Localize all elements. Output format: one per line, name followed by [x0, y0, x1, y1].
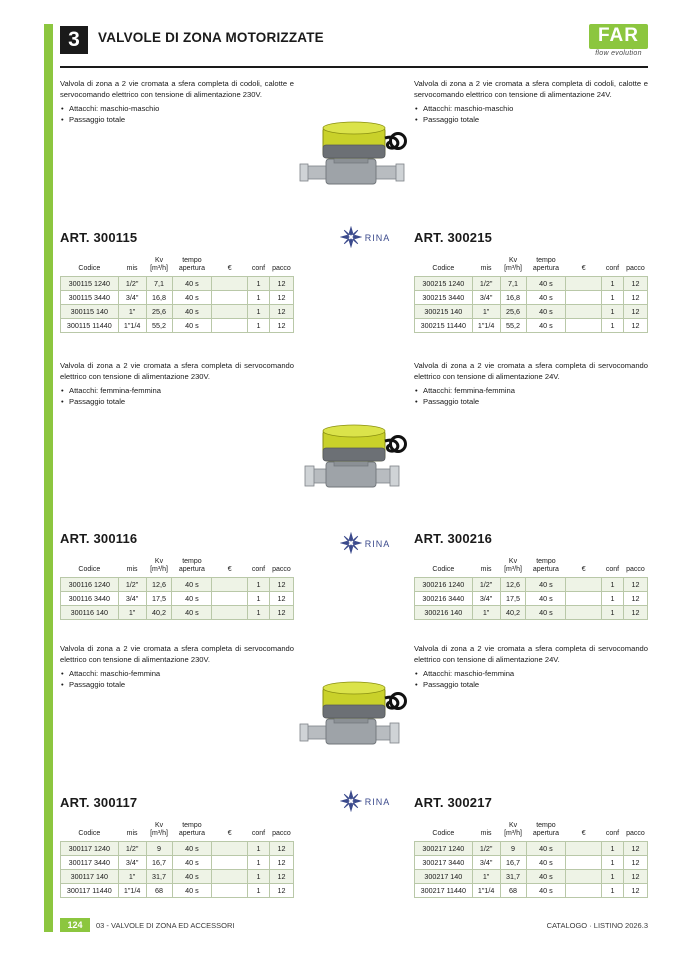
cell-tempo: 40 s: [526, 592, 566, 606]
cell-tempo: 40 s: [526, 606, 566, 620]
th-mis: mis: [126, 265, 138, 273]
cell-pacco: 12: [269, 606, 293, 620]
table-row: [415, 319, 648, 333]
cell-conf: 1: [602, 277, 624, 291]
th-kv: Kv [m³/h]: [150, 257, 168, 273]
cell-mis: 1/2": [118, 578, 146, 592]
table-row: [415, 842, 648, 856]
cell-kv: 9: [146, 842, 172, 856]
description-bullet: • Passaggio totale: [69, 679, 294, 690]
cell-kv: 31,7: [500, 870, 526, 884]
cell-euro: [212, 277, 248, 291]
th-pacco: pacco: [626, 830, 645, 838]
cell-mis: 1/2": [472, 277, 500, 291]
cell-mis: 3/4": [472, 291, 500, 305]
cell-kv: 9: [500, 842, 526, 856]
brand-logo: [589, 24, 648, 57]
th-kv: Kv [m³/h]: [150, 558, 168, 574]
cell-mis: 1/2": [118, 842, 146, 856]
cell-codice: 300217 3440: [415, 856, 473, 870]
cell-tempo: 40 s: [172, 884, 212, 898]
cell-pacco: 12: [269, 578, 293, 592]
cell-kv: 55,2: [146, 319, 172, 333]
table-row: [61, 578, 294, 592]
chapter-number: 3: [60, 26, 88, 54]
cell-codice: 300215 3440: [415, 291, 473, 305]
cell-euro: [566, 870, 602, 884]
th-euro: €: [227, 265, 232, 273]
th-conf: conf: [605, 830, 620, 838]
th-euro: €: [581, 566, 586, 574]
cell-codice: 300217 1240: [415, 842, 473, 856]
cell-pacco: 12: [623, 305, 647, 319]
cell-kv: 12,6: [146, 578, 172, 592]
cell-pacco: 12: [269, 592, 293, 606]
price-table-300216: [414, 557, 648, 620]
cell-tempo: 40 s: [172, 842, 212, 856]
footer-section-label: 03 - VALVOLE DI ZONA ED ACCESSORI: [96, 921, 235, 930]
cell-euro: [566, 291, 602, 305]
th-tempo: tempo apertura: [178, 558, 205, 574]
th-euro: €: [227, 566, 232, 574]
cell-tempo: 40 s: [526, 578, 566, 592]
cell-euro: [566, 606, 602, 620]
article-title-300116: ART. 300116: [60, 531, 138, 546]
description-300117: [60, 643, 294, 691]
cell-mis: 1"1/4: [118, 884, 146, 898]
cell-pacco: 12: [269, 319, 293, 333]
product-image-valve-3: [290, 672, 420, 767]
cell-mis: 1"1/4: [472, 319, 500, 333]
cell-codice: 300117 3440: [61, 856, 119, 870]
cell-tempo: 40 s: [172, 319, 212, 333]
table-header-row: [415, 256, 648, 277]
th-euro: €: [227, 830, 232, 838]
cell-mis: 3/4": [472, 592, 500, 606]
th-tempo: tempo apertura: [532, 558, 559, 574]
table-row: [61, 884, 294, 898]
th-pacco: pacco: [626, 265, 645, 273]
cell-tempo: 40 s: [526, 319, 566, 333]
th-codice: Codice: [78, 830, 101, 838]
cell-pacco: 12: [623, 592, 647, 606]
table-row: [415, 277, 648, 291]
cell-euro: [212, 592, 248, 606]
cell-codice: 300116 3440: [61, 592, 119, 606]
cell-pacco: 12: [623, 842, 647, 856]
cell-codice: 300217 11440: [415, 884, 473, 898]
price-table-300115-wrap: [60, 256, 294, 333]
table-row: [415, 592, 648, 606]
cell-codice: 300216 3440: [415, 592, 473, 606]
th-mis: mis: [126, 566, 138, 574]
cell-kv: 17,5: [500, 592, 526, 606]
cell-mis: 1/2": [472, 578, 500, 592]
cell-conf: 1: [602, 842, 624, 856]
description-bullet: • Passaggio totale: [423, 679, 648, 690]
cell-conf: 1: [248, 291, 270, 305]
cell-euro: [566, 592, 602, 606]
cell-kv: 25,6: [146, 305, 172, 319]
table-row: [61, 277, 294, 291]
th-tempo: tempo apertura: [532, 257, 559, 273]
cell-kv: 31,7: [146, 870, 172, 884]
cell-tempo: 40 s: [526, 305, 566, 319]
cell-mis: 1": [472, 870, 500, 884]
rina-emblem-icon: [340, 532, 362, 556]
cell-euro: [566, 842, 602, 856]
cell-kv: 40,2: [500, 606, 526, 620]
cell-conf: 1: [602, 305, 624, 319]
th-kv: Kv [m³/h]: [504, 558, 522, 574]
cell-conf: 1: [602, 291, 624, 305]
footer-catalog-label: CATALOGO · LISTINO 2026.3: [546, 921, 648, 930]
cell-tempo: 40 s: [172, 606, 212, 620]
table-row: [61, 319, 294, 333]
rina-emblem-icon: [340, 226, 362, 250]
price-table-300215-wrap: [414, 256, 648, 333]
th-mis: mis: [126, 830, 138, 838]
cell-conf: 1: [602, 884, 624, 898]
rina-certification-mark-3: [320, 790, 410, 814]
cell-codice: 300215 140: [415, 305, 473, 319]
cell-euro: [212, 305, 248, 319]
cell-kv: 12,6: [500, 578, 526, 592]
cell-pacco: 12: [623, 870, 647, 884]
cell-kv: 40,2: [146, 606, 172, 620]
cell-euro: [212, 870, 248, 884]
cell-mis: 3/4": [472, 856, 500, 870]
cell-mis: 3/4": [118, 592, 146, 606]
cell-tempo: 40 s: [526, 870, 566, 884]
cell-tempo: 40 s: [526, 277, 566, 291]
cell-euro: [566, 578, 602, 592]
description-text: Valvola di zona a 2 vie cromata a sfera completa di servocomando elettrico con tensione di alimentazione 230V.: [60, 361, 294, 382]
cell-pacco: 12: [269, 856, 293, 870]
cell-codice: 300217 140: [415, 870, 473, 884]
th-pacco: pacco: [272, 830, 291, 838]
cell-conf: 1: [602, 592, 624, 606]
th-codice: Codice: [432, 265, 455, 273]
product-image-valve-1: [290, 112, 420, 207]
accent-side-bar: [44, 24, 53, 932]
th-pacco: pacco: [626, 566, 645, 574]
price-table-300117-wrap: [60, 821, 294, 898]
rina-certification-mark-2: [320, 532, 410, 556]
cell-pacco: 12: [269, 291, 293, 305]
cell-tempo: 40 s: [526, 291, 566, 305]
cell-conf: 1: [248, 319, 270, 333]
price-table-300217-wrap: [414, 821, 648, 898]
cell-pacco: 12: [269, 277, 293, 291]
cell-tempo: 40 s: [526, 884, 566, 898]
cell-kv: 55,2: [500, 319, 526, 333]
cell-euro: [566, 305, 602, 319]
description-bullet: • Attacchi: maschio-maschio: [423, 103, 648, 114]
th-conf: conf: [251, 265, 266, 273]
description-bullet: • Attacchi: maschio-femmina: [423, 668, 648, 679]
cell-mis: 1/2": [472, 842, 500, 856]
th-conf: conf: [605, 566, 620, 574]
cell-euro: [566, 884, 602, 898]
cell-kv: 16,7: [500, 856, 526, 870]
cell-codice: 300115 3440: [61, 291, 119, 305]
cell-codice: 300216 1240: [415, 578, 473, 592]
description-bullet: • Attacchi: maschio-maschio: [69, 103, 294, 114]
description-300216: [414, 360, 648, 408]
cell-tempo: 40 s: [172, 856, 212, 870]
cell-kv: 7,1: [500, 277, 526, 291]
th-pacco: pacco: [272, 566, 291, 574]
rina-label: RINA: [364, 797, 391, 807]
cell-euro: [212, 842, 248, 856]
table-header-row: [61, 821, 294, 842]
table-row: [415, 870, 648, 884]
th-pacco: pacco: [272, 265, 291, 273]
cell-codice: 300115 11440: [61, 319, 119, 333]
description-text: Valvola di zona a 2 vie cromata a sfera completa di servocomando elettrico con tensione di alimentazione 24V.: [414, 644, 648, 665]
th-conf: conf: [605, 265, 620, 273]
cell-kv: 68: [146, 884, 172, 898]
cell-conf: 1: [248, 277, 270, 291]
table-row: [61, 291, 294, 305]
price-table-300115: [60, 256, 294, 333]
cell-euro: [212, 578, 248, 592]
cell-conf: 1: [248, 592, 270, 606]
price-table-300116-wrap: [60, 557, 294, 620]
cell-tempo: 40 s: [172, 578, 212, 592]
cell-conf: 1: [248, 884, 270, 898]
cell-tempo: 40 s: [526, 856, 566, 870]
cell-pacco: 12: [623, 606, 647, 620]
cell-conf: 1: [602, 856, 624, 870]
cell-pacco: 12: [623, 578, 647, 592]
cell-kv: 68: [500, 884, 526, 898]
cell-kv: 16,8: [146, 291, 172, 305]
table-header-row: [61, 256, 294, 277]
cell-tempo: 40 s: [172, 305, 212, 319]
description-text: Valvola di zona a 2 vie cromata a sfera completa di codoli, calotte e servocomando elettrico con tensione di alimentazione 230V.: [60, 79, 294, 100]
th-codice: Codice: [432, 566, 455, 574]
cell-codice: 300117 1240: [61, 842, 119, 856]
cell-euro: [212, 291, 248, 305]
description-bullet: • Attacchi: femmina-femmina: [69, 385, 294, 396]
table-row: [61, 856, 294, 870]
cell-pacco: 12: [269, 842, 293, 856]
cell-mis: 1": [118, 305, 146, 319]
cell-conf: 1: [248, 842, 270, 856]
rina-label: RINA: [364, 539, 391, 549]
description-bullet: • Passaggio totale: [69, 396, 294, 407]
cell-kv: 25,6: [500, 305, 526, 319]
price-table-300117: [60, 821, 294, 898]
th-tempo: tempo apertura: [532, 822, 559, 838]
th-euro: €: [581, 830, 586, 838]
table-header-row: [415, 557, 648, 578]
table-row: [61, 870, 294, 884]
cell-mis: 1"1/4: [118, 319, 146, 333]
cell-conf: 1: [248, 856, 270, 870]
th-conf: conf: [251, 830, 266, 838]
price-table-300217: [414, 821, 648, 898]
page-header: [60, 24, 648, 68]
cell-kv: 16,8: [500, 291, 526, 305]
cell-conf: 1: [602, 319, 624, 333]
description-text: Valvola di zona a 2 vie cromata a sfera completa di codoli, calotte e servocomando elettrico con tensione di alimentazione 24V.: [414, 79, 648, 100]
th-conf: conf: [251, 566, 266, 574]
rina-emblem-icon: [340, 790, 362, 814]
cell-codice: 300215 1240: [415, 277, 473, 291]
price-table-300116: [60, 557, 294, 620]
cell-codice: 300115 140: [61, 305, 119, 319]
cell-euro: [566, 319, 602, 333]
cell-mis: 1": [118, 870, 146, 884]
brand-tagline: flow evolution: [595, 50, 642, 57]
table-row: [415, 856, 648, 870]
cell-conf: 1: [602, 606, 624, 620]
description-300217: [414, 643, 648, 691]
table-row: [61, 305, 294, 319]
description-bullet: • Attacchi: femmina-femmina: [423, 385, 648, 396]
description-bullet: • Passaggio totale: [423, 396, 648, 407]
cell-mis: 1": [118, 606, 146, 620]
cell-mis: 3/4": [118, 291, 146, 305]
th-euro: €: [581, 265, 586, 273]
cell-conf: 1: [248, 305, 270, 319]
description-text: Valvola di zona a 2 vie cromata a sfera completa di servocomando elettrico con tensione di alimentazione 230V.: [60, 644, 294, 665]
brand-logo-text: FAR: [589, 24, 648, 49]
cell-conf: 1: [602, 578, 624, 592]
table-header-row: [61, 557, 294, 578]
table-row: [415, 305, 648, 319]
price-table-300215: [414, 256, 648, 333]
product-image-valve-2: [290, 415, 420, 510]
article-title-300217: ART. 300217: [414, 795, 493, 810]
th-kv: Kv [m³/h]: [504, 257, 522, 273]
th-tempo: tempo apertura: [178, 822, 205, 838]
cell-tempo: 40 s: [526, 842, 566, 856]
description-bullet: • Passaggio totale: [423, 114, 648, 125]
cell-pacco: 12: [623, 319, 647, 333]
cell-conf: 1: [602, 870, 624, 884]
description-300115: [60, 78, 294, 126]
description-text: Valvola di zona a 2 vie cromata a sfera completa di servocomando elettrico con tensione di alimentazione 24V.: [414, 361, 648, 382]
cell-euro: [212, 319, 248, 333]
th-codice: Codice: [432, 830, 455, 838]
article-title-300117: ART. 300117: [60, 795, 138, 810]
article-title-300115: ART. 300115: [60, 230, 138, 245]
cell-codice: 300116 1240: [61, 578, 119, 592]
description-300215: [414, 78, 648, 126]
table-row: [61, 842, 294, 856]
cell-mis: 3/4": [118, 856, 146, 870]
cell-euro: [212, 884, 248, 898]
cell-mis: 1": [472, 606, 500, 620]
th-mis: mis: [480, 566, 492, 574]
article-title-300216: ART. 300216: [414, 531, 493, 546]
cell-mis: 1"1/4: [472, 884, 500, 898]
cell-pacco: 12: [623, 291, 647, 305]
cell-codice: 300116 140: [61, 606, 119, 620]
cell-pacco: 12: [269, 870, 293, 884]
cell-tempo: 40 s: [172, 291, 212, 305]
th-kv: Kv [m³/h]: [150, 822, 168, 838]
table-row: [61, 606, 294, 620]
table-row: [415, 884, 648, 898]
th-kv: Kv [m³/h]: [504, 822, 522, 838]
rina-label: RINA: [364, 233, 391, 243]
price-table-300216-wrap: [414, 557, 648, 620]
cell-codice: 300215 11440: [415, 319, 473, 333]
table-row: [415, 291, 648, 305]
cell-pacco: 12: [623, 277, 647, 291]
cell-pacco: 12: [269, 305, 293, 319]
article-title-300215: ART. 300215: [414, 230, 493, 245]
cell-conf: 1: [248, 870, 270, 884]
cell-pacco: 12: [269, 884, 293, 898]
page-number: 124: [60, 918, 90, 932]
cell-euro: [212, 856, 248, 870]
cell-pacco: 12: [623, 884, 647, 898]
page-title: VALVOLE DI ZONA MOTORIZZATE: [98, 30, 324, 45]
cell-kv: 16,7: [146, 856, 172, 870]
cell-kv: 7,1: [146, 277, 172, 291]
cell-mis: 1": [472, 305, 500, 319]
cell-codice: 300117 11440: [61, 884, 119, 898]
table-row: [61, 592, 294, 606]
cell-codice: 300117 140: [61, 870, 119, 884]
th-mis: mis: [480, 265, 492, 273]
th-codice: Codice: [78, 566, 101, 574]
cell-euro: [212, 606, 248, 620]
table-header-row: [415, 821, 648, 842]
cell-pacco: 12: [623, 856, 647, 870]
cell-tempo: 40 s: [172, 277, 212, 291]
th-tempo: tempo apertura: [178, 257, 205, 273]
table-row: [415, 606, 648, 620]
cell-tempo: 40 s: [172, 592, 212, 606]
cell-conf: 1: [248, 606, 270, 620]
description-bullet: • Attacchi: maschio-femmina: [69, 668, 294, 679]
th-codice: Codice: [78, 265, 101, 273]
cell-codice: 300216 140: [415, 606, 473, 620]
rina-certification-mark-1: [320, 226, 410, 250]
cell-tempo: 40 s: [172, 870, 212, 884]
cell-codice: 300115 1240: [61, 277, 119, 291]
description-300116: [60, 360, 294, 408]
cell-conf: 1: [248, 578, 270, 592]
cell-euro: [566, 277, 602, 291]
cell-kv: 17,5: [146, 592, 172, 606]
description-bullet: • Passaggio totale: [69, 114, 294, 125]
cell-euro: [566, 856, 602, 870]
th-mis: mis: [480, 830, 492, 838]
table-row: [415, 578, 648, 592]
cell-mis: 1/2": [118, 277, 146, 291]
